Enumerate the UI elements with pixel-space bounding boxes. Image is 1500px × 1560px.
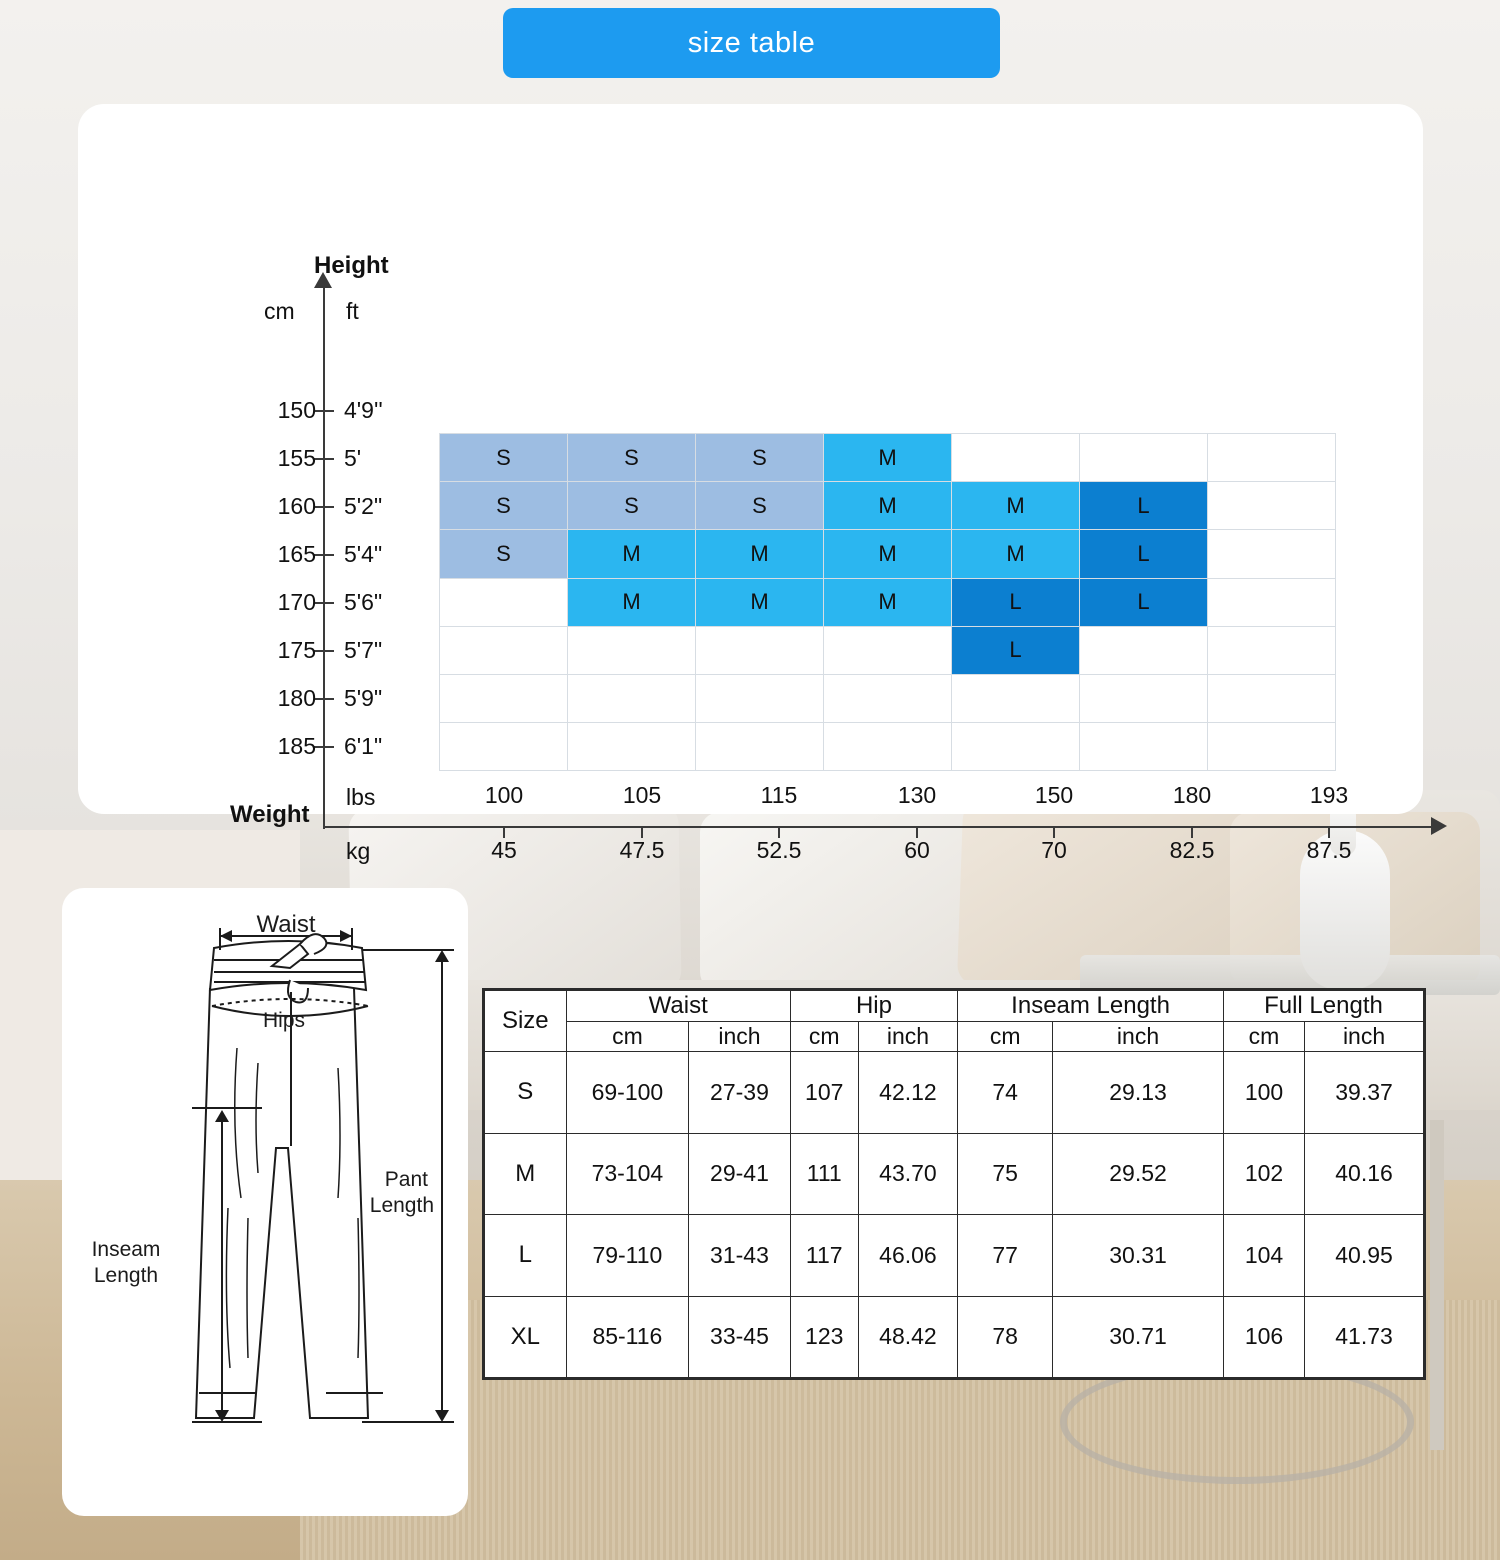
heatmap-cell-empty bbox=[1079, 433, 1208, 482]
x-label-kg: 60 bbox=[904, 837, 930, 863]
cell-size: M bbox=[485, 1133, 567, 1215]
x-label-lbs: 193 bbox=[1309, 782, 1349, 808]
header-unit: inch bbox=[858, 1022, 957, 1052]
heatmap-cell-m: M bbox=[823, 433, 952, 482]
heatmap-cell-empty bbox=[1207, 722, 1336, 771]
cell-size: L bbox=[485, 1215, 567, 1297]
cell-value: 73-104 bbox=[566, 1133, 689, 1215]
cell-value: 111 bbox=[790, 1133, 858, 1215]
cell-value: 117 bbox=[790, 1215, 858, 1297]
cell-value: 39.37 bbox=[1305, 1052, 1424, 1134]
y-tick bbox=[314, 698, 334, 700]
header-unit: inch bbox=[1053, 1022, 1224, 1052]
heatmap-cell-empty bbox=[567, 674, 696, 723]
x-axis-arrow bbox=[1431, 817, 1447, 835]
cell-value: 107 bbox=[790, 1052, 858, 1134]
hips-label: Hips bbox=[262, 1009, 306, 1032]
cell-value: 29.13 bbox=[1053, 1052, 1224, 1134]
heatmap-cell-s: S bbox=[439, 529, 568, 578]
y-tick bbox=[314, 746, 334, 748]
heatmap-cell-empty bbox=[823, 626, 952, 675]
header-group-full-length: Full Length bbox=[1223, 991, 1423, 1022]
heatmap-cell-empty bbox=[823, 722, 952, 771]
pant-length-label-line1: Pant bbox=[384, 1168, 428, 1191]
table-row bbox=[485, 1296, 1424, 1378]
heatmap-cell-empty bbox=[1207, 626, 1336, 675]
heatmap-cell-m: M bbox=[823, 481, 952, 530]
heatmap-cell-empty bbox=[951, 722, 1080, 771]
x-axis-title: Weight bbox=[230, 801, 310, 828]
heatmap-cell-empty bbox=[567, 626, 696, 675]
header-unit: cm bbox=[958, 1022, 1053, 1052]
heatmap-cell-empty bbox=[439, 626, 568, 675]
y-label-ft: 5'7" bbox=[344, 637, 383, 663]
heatmap-cell-s: S bbox=[695, 481, 824, 530]
cell-value: 29-41 bbox=[689, 1133, 791, 1215]
pants-diagram bbox=[62, 888, 468, 1516]
heatmap-cell-empty bbox=[1207, 578, 1336, 627]
heatmap-cell-empty bbox=[439, 578, 568, 627]
table-header-groups bbox=[485, 991, 1424, 1022]
header-unit: cm bbox=[1223, 1022, 1304, 1052]
y-label-ft: 5' bbox=[344, 445, 362, 471]
cell-value: 42.12 bbox=[858, 1052, 957, 1134]
cell-value: 27-39 bbox=[689, 1052, 791, 1134]
page-title bbox=[503, 8, 1000, 78]
cell-value: 100 bbox=[1223, 1052, 1304, 1134]
heatmap-cell-empty bbox=[1207, 433, 1336, 482]
x-label-lbs: 180 bbox=[1172, 782, 1212, 808]
x-axis-unit-lbs: lbs bbox=[346, 784, 376, 810]
header-group-waist: Waist bbox=[566, 991, 790, 1022]
heatmap-cell-empty bbox=[951, 674, 1080, 723]
heatmap-grid bbox=[440, 434, 1336, 771]
cell-value: 85-116 bbox=[566, 1296, 689, 1378]
table-row bbox=[485, 1052, 1424, 1134]
cell-value: 102 bbox=[1223, 1133, 1304, 1215]
heatmap-cell-empty bbox=[1207, 674, 1336, 723]
heatmap-cell-l: L bbox=[951, 626, 1080, 675]
size-chart-card bbox=[78, 104, 1423, 864]
heatmap-cell-l: L bbox=[1079, 578, 1208, 627]
header-group-hip: Hip bbox=[790, 991, 957, 1022]
table-row bbox=[485, 1215, 1424, 1297]
x-label-kg: 70 bbox=[1041, 837, 1067, 863]
y-axis-title: Height bbox=[314, 252, 389, 279]
x-label-kg: 45 bbox=[491, 837, 517, 863]
y-label-cm: 170 bbox=[277, 589, 316, 615]
header-unit: cm bbox=[790, 1022, 858, 1052]
heatmap-cell-m: M bbox=[567, 529, 696, 578]
heatmap-cell-empty bbox=[439, 674, 568, 723]
cell-value: 29.52 bbox=[1053, 1133, 1224, 1215]
cell-value: 69-100 bbox=[566, 1052, 689, 1134]
heatmap-cell-m: M bbox=[951, 529, 1080, 578]
cell-value: 33-45 bbox=[689, 1296, 791, 1378]
heatmap-cell-empty bbox=[695, 674, 824, 723]
y-label-cm: 175 bbox=[277, 637, 316, 663]
measurement-table-card bbox=[482, 988, 1426, 1380]
heatmap-cell-empty bbox=[695, 626, 824, 675]
x-label-lbs: 130 bbox=[897, 782, 937, 808]
y-label-ft: 5'9" bbox=[344, 685, 383, 711]
heatmap-cell-empty bbox=[1207, 529, 1336, 578]
header-size: Size bbox=[485, 991, 567, 1052]
heatmap-cell-empty bbox=[823, 674, 952, 723]
y-label-cm: 185 bbox=[277, 733, 316, 759]
heatmap-cell-empty bbox=[951, 433, 1080, 482]
y-label-cm: 180 bbox=[277, 685, 316, 711]
x-label-lbs: 115 bbox=[760, 782, 798, 808]
y-axis-arrow bbox=[314, 272, 332, 288]
cell-value: 123 bbox=[790, 1296, 858, 1378]
size-heatmap bbox=[78, 104, 1423, 864]
y-tick bbox=[314, 602, 334, 604]
header-unit: inch bbox=[1305, 1022, 1424, 1052]
header-group-inseam: Inseam Length bbox=[958, 991, 1224, 1022]
heatmap-cell-m: M bbox=[823, 529, 952, 578]
heatmap-cell-l: L bbox=[951, 578, 1080, 627]
cell-value: 74 bbox=[958, 1052, 1053, 1134]
header-unit: cm bbox=[566, 1022, 689, 1052]
y-axis-unit-ft: ft bbox=[346, 298, 359, 324]
heatmap-cell-s: S bbox=[567, 433, 696, 482]
x-label-kg: 52.5 bbox=[756, 837, 802, 863]
x-label-lbs: 100 bbox=[484, 782, 524, 808]
cell-value: 77 bbox=[958, 1215, 1053, 1297]
measurement-table-body bbox=[485, 1052, 1424, 1378]
cell-value: 43.70 bbox=[858, 1133, 957, 1215]
x-axis-line bbox=[323, 826, 1433, 828]
cell-size: XL bbox=[485, 1296, 567, 1378]
x-label-kg: 47.5 bbox=[619, 837, 665, 863]
y-label-ft: 6'1" bbox=[344, 733, 383, 759]
y-tick bbox=[314, 650, 334, 652]
heatmap-cell-empty bbox=[1207, 481, 1336, 530]
header-unit: inch bbox=[689, 1022, 791, 1052]
cell-value: 40.16 bbox=[1305, 1133, 1424, 1215]
waist-label: Waist bbox=[256, 911, 316, 938]
y-tick bbox=[314, 410, 334, 412]
heatmap-cell-empty bbox=[1079, 722, 1208, 771]
y-label-cm: 160 bbox=[277, 493, 316, 519]
cell-value: 41.73 bbox=[1305, 1296, 1424, 1378]
x-axis-unit-kg: kg bbox=[346, 838, 371, 864]
cell-value: 48.42 bbox=[858, 1296, 957, 1378]
cell-value: 79-110 bbox=[566, 1215, 689, 1297]
y-label-ft: 4'9'' bbox=[344, 397, 383, 423]
y-label-ft: 5'2" bbox=[344, 493, 383, 519]
heatmap-cell-s: S bbox=[567, 481, 696, 530]
x-label-kg: 82.5 bbox=[1169, 837, 1215, 863]
heatmap-cell-m: M bbox=[695, 578, 824, 627]
table-row bbox=[485, 1133, 1424, 1215]
y-tick bbox=[314, 506, 334, 508]
y-label-ft: 5'6" bbox=[344, 589, 383, 615]
inseam-label-line1: Inseam bbox=[91, 1238, 161, 1261]
heatmap-cell-empty bbox=[567, 722, 696, 771]
cell-value: 106 bbox=[1223, 1296, 1304, 1378]
pants-measurement-diagram-card bbox=[62, 888, 468, 1516]
heatmap-cell-s: S bbox=[439, 433, 568, 482]
y-label-cm: 155 bbox=[277, 445, 316, 471]
cell-value: 104 bbox=[1223, 1215, 1304, 1297]
y-label-cm: 150 bbox=[277, 397, 316, 423]
x-label-kg: 87.5 bbox=[1306, 837, 1352, 863]
y-tick bbox=[314, 458, 334, 460]
page-title-text: size table bbox=[687, 26, 816, 59]
heatmap-cell-s: S bbox=[695, 433, 824, 482]
cell-size: S bbox=[485, 1052, 567, 1134]
heatmap-cell-empty bbox=[1079, 674, 1208, 723]
heatmap-cell-s: S bbox=[439, 481, 568, 530]
cell-value: 75 bbox=[958, 1133, 1053, 1215]
heatmap-cell-l: L bbox=[1079, 481, 1208, 530]
cell-value: 31-43 bbox=[689, 1215, 791, 1297]
cell-value: 78 bbox=[958, 1296, 1053, 1378]
cell-value: 46.06 bbox=[858, 1215, 957, 1297]
y-tick bbox=[314, 554, 334, 556]
cell-value: 40.95 bbox=[1305, 1215, 1424, 1297]
heatmap-cell-l: L bbox=[1079, 529, 1208, 578]
cell-value: 30.71 bbox=[1053, 1296, 1224, 1378]
x-label-lbs: 150 bbox=[1034, 782, 1074, 808]
y-label-cm: 165 bbox=[277, 541, 316, 567]
x-label-lbs: 105 bbox=[622, 782, 662, 808]
y-axis-unit-cm: cm bbox=[264, 298, 295, 324]
table-header-units bbox=[485, 1022, 1424, 1052]
heatmap-cell-m: M bbox=[823, 578, 952, 627]
pant-length-label-line2: Length bbox=[369, 1194, 434, 1217]
heatmap-cell-empty bbox=[439, 722, 568, 771]
y-label-ft: 5'4" bbox=[344, 541, 383, 567]
inseam-label-line2: Length bbox=[93, 1264, 159, 1287]
heatmap-cell-empty bbox=[1079, 626, 1208, 675]
measurement-table bbox=[484, 990, 1424, 1378]
heatmap-cell-m: M bbox=[567, 578, 696, 627]
heatmap-cell-empty bbox=[695, 722, 824, 771]
heatmap-cell-m: M bbox=[951, 481, 1080, 530]
cell-value: 30.31 bbox=[1053, 1215, 1224, 1297]
heatmap-cell-m: M bbox=[695, 529, 824, 578]
